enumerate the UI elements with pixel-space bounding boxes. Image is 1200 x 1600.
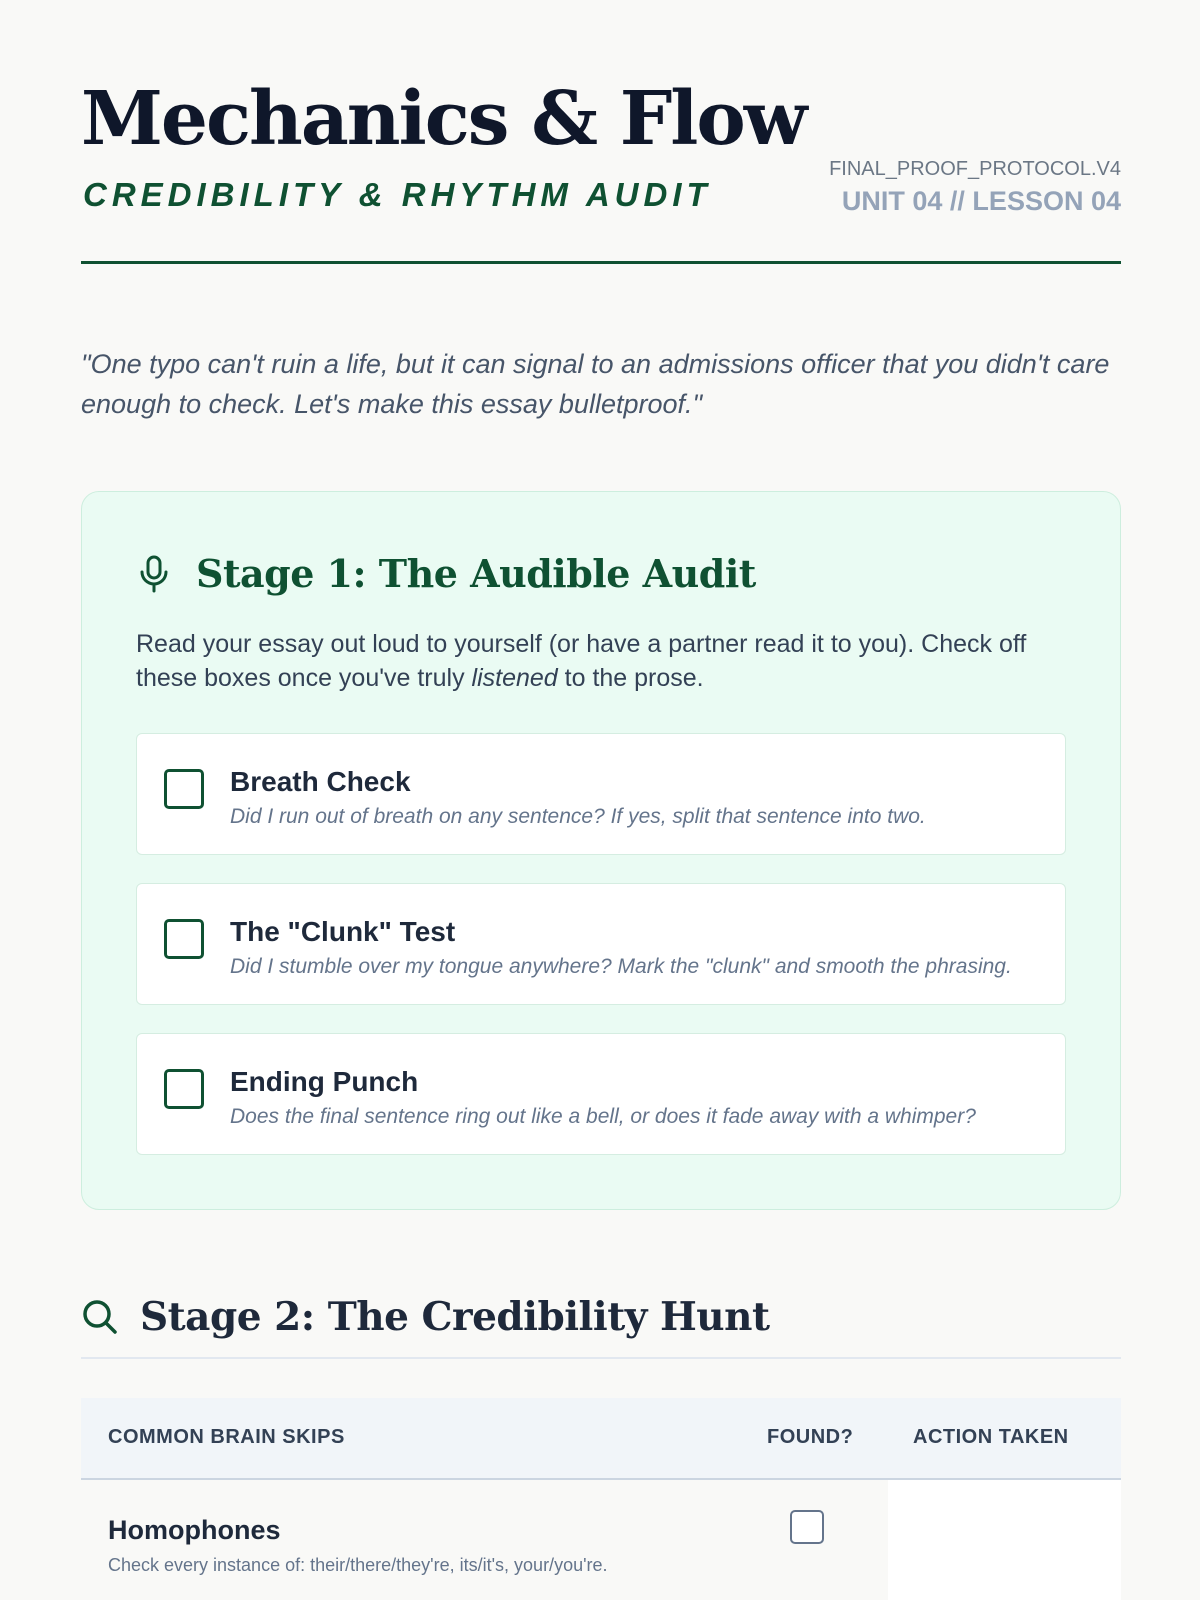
checklist-item-description: Did I stumble over my tongue anywhere? Mark the "clunk" and smooth the phrasing. [230,955,1012,978]
checklist-item-description: Did I run out of breath on any sentence? If yes, split that sentence into two. [230,805,926,828]
checkbox[interactable] [164,769,204,809]
stage1-intro-text: Read your essay out loud to yourself (or have a partner read it to you). Check off these boxes once you've truly [136,630,1027,692]
checklist-item-ending-punch[interactable] [136,1033,1066,1155]
checklist-item-title: Breath Check [230,766,411,797]
stage2-title: Stage 2: The Credibility Hunt [140,1294,770,1340]
microphone-icon [138,554,170,594]
page-title: Mechanics & Flow [81,76,806,162]
checklist-item-title: Ending Punch [230,1066,419,1097]
stage1-intro-text-end: to the prose. [557,664,704,692]
table-header [81,1398,1121,1480]
stage1-intro [136,627,1076,695]
protocol-id: FINAL_PROOF_PROTOCOL.V4 [829,158,1121,180]
column-header-action-taken: ACTION TAKEN [913,1426,1069,1448]
column-header-found: FOUND? [767,1426,854,1448]
checkbox[interactable] [164,1069,204,1109]
checklist-item-clunk-test[interactable] [136,883,1066,1005]
column-header-brain-skips: COMMON BRAIN SKIPS [108,1426,345,1448]
checklist-item-breath-check[interactable] [136,733,1066,855]
checklist-item-description: Does the final sentence ring out like a bell, or does it fade away with a whimper? [230,1105,976,1128]
page-header [81,70,1121,264]
search-icon [81,1298,119,1336]
section-divider [81,1357,1121,1359]
stage1-card [81,491,1121,1210]
stage1-intro-emphasis: listened [471,664,558,692]
intro-quote: "One typo can't ruin a life, but it can signal to an admissions officer that you didn't care enough to check. Let's make this essay bulletproof." [81,349,1110,419]
stage1-title: Stage 1: The Audible Audit [196,551,756,596]
table-row [81,1480,1121,1600]
unit-lesson-label: UNIT 04 // LESSON 04 [841,186,1121,216]
found-checkbox[interactable] [790,1510,824,1544]
checklist-item-title: The "Clunk" Test [230,916,456,947]
row-title: Homophones [108,1515,281,1545]
action-taken-field[interactable] [888,1480,1121,1600]
page-subtitle: CREDIBILITY & RHYTHM AUDIT [83,176,712,213]
checkbox[interactable] [164,919,204,959]
row-description: Check every instance of: their/there/they're, its/it's, your/you're. [108,1555,608,1575]
